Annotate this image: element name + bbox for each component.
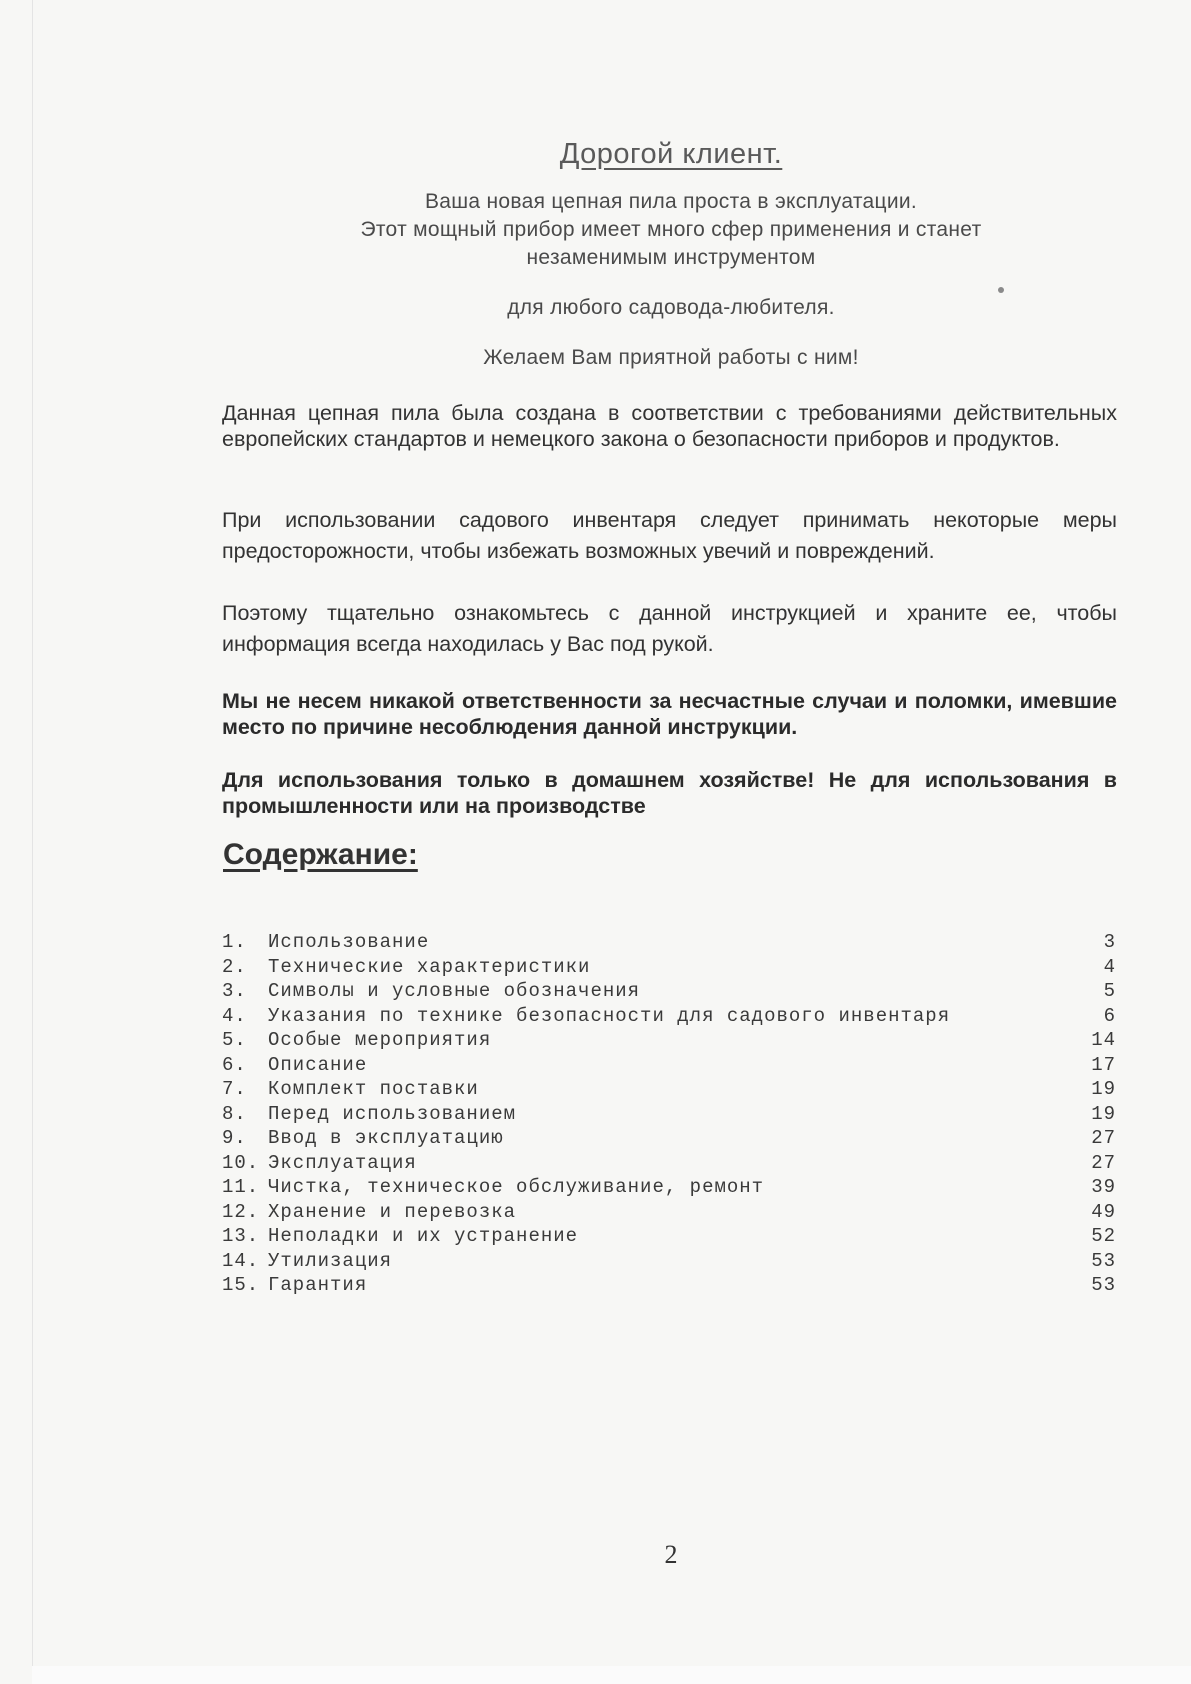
toc-title: Символы и условные обозначения [268,980,641,1002]
toc-number: 14. [222,1249,260,1272]
toc-title: Хранение и перевозка [268,1200,517,1223]
toc-title: Ввод в эксплуатацию [268,1127,504,1149]
toc-row [222,979,1116,1004]
toc-row [222,1077,1116,1102]
toc-row [222,1175,1116,1200]
toc-number: 12. [222,1200,260,1223]
intro-line-2: Этот мощный прибор имеет много сфер применения и станет [360,218,982,241]
paragraph-liability: Мы не несем никакой ответственности за несчастные случаи и поломки, имевшие место по причине несоблюдения данной инструкции. [222,689,1117,739]
toc-page: 53 [1091,1274,1116,1296]
toc-row [222,930,1116,955]
toc-title: Указания по технике безопасности для садового инвентаря [268,1004,951,1027]
toc-number: 6. [222,1053,247,1076]
toc-number: 2. [222,955,247,978]
toc-number: 7. [222,1078,247,1100]
toc-number: 13. [222,1225,260,1247]
toc-title: Чистка, техническое обслуживание, ремонт [268,1176,765,1198]
toc-title: Описание [268,1053,368,1076]
toc-page: 17 [1091,1053,1116,1076]
scan-speck [998,287,1004,293]
toc-row [222,1224,1116,1249]
toc-number: 8. [222,1102,247,1125]
toc-page: 39 [1091,1176,1116,1198]
toc-number: 15. [222,1274,260,1296]
toc-page: 27 [1091,1127,1116,1149]
paragraph-precautions: При использовании садового инвентаря следует принимать некоторые меры предосторожности, чтобы избежать возможных увечий и повреждений. [222,508,1117,563]
page-title: Дорогой клиент. [559,138,783,170]
toc-number: 4. [222,1004,247,1027]
toc-row [222,1126,1116,1151]
scan-bottom-edge [32,1666,1191,1684]
toc-page: 52 [1091,1225,1116,1247]
toc-row [222,1151,1116,1176]
toc-title: Неполадки и их устранение [268,1225,579,1247]
toc-number: 9. [222,1127,247,1149]
toc-number: 5. [222,1029,247,1051]
toc-title: Гарантия [268,1274,368,1296]
toc-number: 11. [222,1176,260,1198]
toc-title: Эксплуатация [268,1151,417,1174]
toc-page: 53 [1091,1249,1116,1272]
toc-title: Использование [268,931,430,953]
toc-row [222,1273,1116,1298]
toc-title: Утилизация [268,1249,393,1272]
toc-row [222,955,1116,980]
toc-title: Комплект поставки [268,1078,479,1100]
intro-line-3: незаменимым инструментом [526,246,816,269]
toc-title: Особые мероприятия [268,1029,492,1051]
paragraph-standards: Данная цепная пила была создана в соответствии с требованиями действительных европейских стандартов и немецкого закона о безопасности приборов и продуктов. [222,401,1117,451]
table-of-contents [222,930,1116,1298]
intro-line-1: Ваша новая цепная пила проста в эксплуатации. [424,190,918,213]
toc-row [222,1004,1116,1029]
page-number: 2 [664,1540,678,1569]
toc-number: 1. [222,931,247,953]
toc-row [222,1200,1116,1225]
toc-page: 19 [1091,1102,1116,1125]
toc-title: Перед использованием [268,1102,517,1125]
wish-line: Желаем Вам приятной работы с ним! [483,346,859,369]
toc-number: 3. [222,980,247,1002]
paragraph-keep-instructions: Поэтому тщательно ознакомьтесь с данной инструкцией и храните ее, чтобы информация всегда находилась у Вас под рукой. [222,601,1117,656]
toc-page: 14 [1091,1029,1116,1051]
toc-page: 6 [1103,1004,1116,1027]
toc-heading: Содержание: [223,838,418,871]
toc-page: 3 [1103,931,1116,953]
toc-page: 19 [1091,1078,1116,1100]
toc-number: 10. [222,1151,260,1174]
toc-page: 49 [1091,1200,1116,1223]
toc-title: Технические характеристики [268,955,591,978]
intro-line-4: для любого садовода-любителя. [507,296,835,319]
toc-row [222,1028,1116,1053]
toc-page: 5 [1103,980,1116,1002]
toc-page: 4 [1103,955,1116,978]
toc-row [222,1102,1116,1127]
toc-row [222,1249,1116,1274]
paragraph-home-use: Для использования только в домашнем хозяйстве! Не для использования в промышленности или на производстве [222,768,1117,818]
toc-page: 27 [1091,1151,1116,1174]
toc-row [222,1053,1116,1078]
